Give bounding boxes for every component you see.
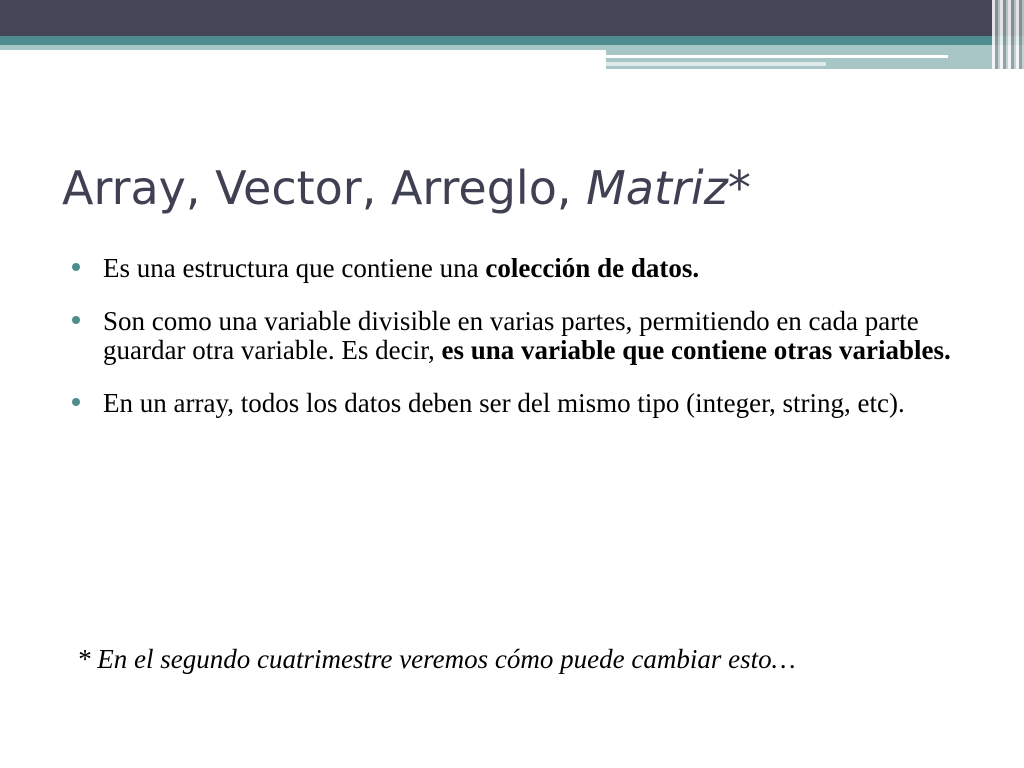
bullet-text: En un array, todos los datos deben ser del mismo tipo (integer, string, etc). (103, 388, 905, 418)
footnote: * En el segundo cuatrimestre veremos cómo puede cambiar esto… (77, 644, 796, 674)
bullet-bold-text: es una variable que contiene otras variables. (441, 335, 951, 365)
bullet-item-1 (72, 254, 952, 283)
header-stripes-decoration (992, 0, 1024, 69)
bullet-dot-icon (72, 316, 80, 324)
bullet-bold-text: colección de datos. (485, 253, 700, 283)
header-dark-bar (0, 0, 1024, 36)
header-tab-line-secondary (606, 62, 826, 66)
header-tab-line (606, 55, 948, 58)
bullet-dot-icon (72, 263, 80, 271)
header-light-bar (0, 45, 606, 50)
slide-title (62, 153, 751, 223)
header-teal-bar (0, 36, 1024, 45)
slide-title-text: Array, Vector, Arreglo, (62, 161, 587, 215)
bullet-item-3 (72, 389, 952, 418)
bullet-item-2 (72, 307, 952, 365)
bullet-list (72, 254, 952, 442)
bullet-text: Es una estructura que contiene una (103, 253, 486, 283)
bullet-dot-icon (72, 398, 80, 406)
bullet-text: Son como una variable divisible en varias partes, permitiendo en cada parte guardar otra variable. Es decir, (103, 306, 919, 365)
slide-title-emphasis: Matriz* (586, 161, 751, 215)
